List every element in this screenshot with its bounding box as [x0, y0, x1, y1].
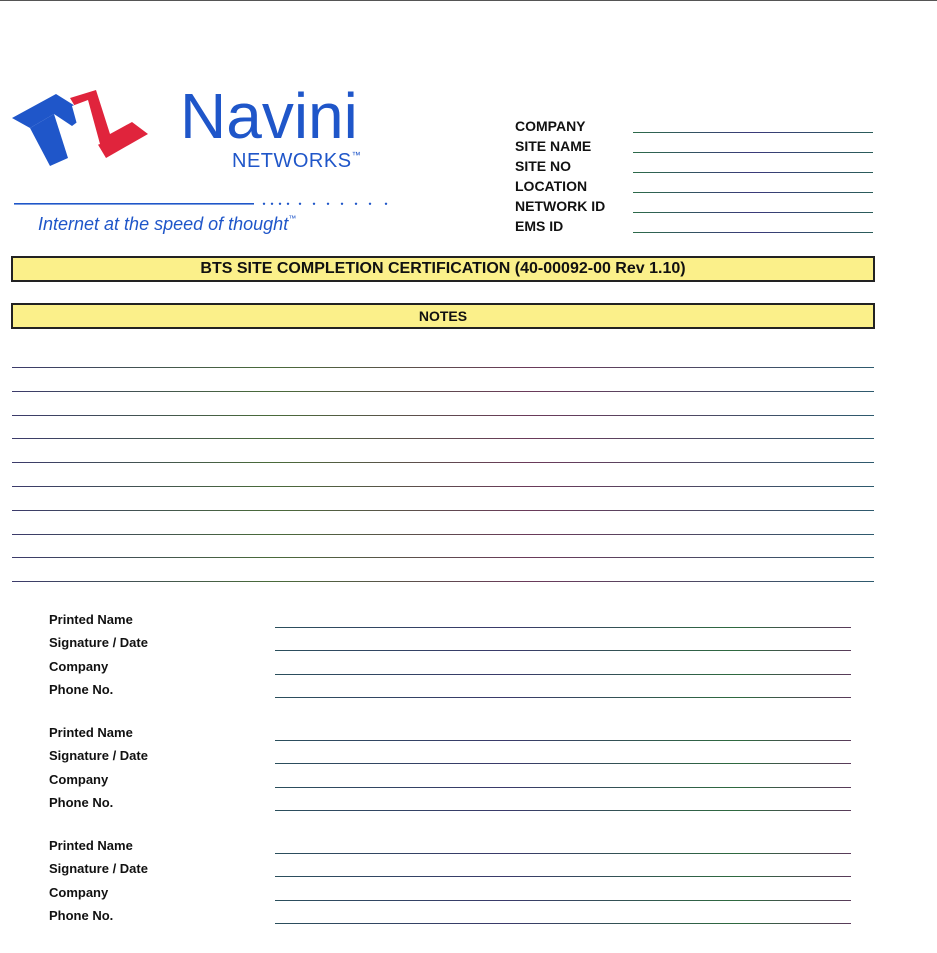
- field-line: [275, 853, 851, 854]
- field-label: Phone No.: [49, 907, 114, 923]
- navini-logo-icon: [10, 88, 150, 168]
- signature-block-1: [49, 609, 851, 702]
- note-line: [12, 510, 874, 511]
- field-label: Signature / Date: [49, 635, 148, 651]
- field-label: Signature / Date: [49, 748, 148, 764]
- field-line: [633, 172, 873, 173]
- field-label: LOCATION: [515, 178, 588, 194]
- field-line: [275, 810, 851, 811]
- field-line: [275, 763, 851, 764]
- signature-date-field[interactable]: [49, 745, 851, 768]
- signature-block-2: [49, 722, 851, 815]
- field-line: [633, 132, 873, 133]
- printed-name-field[interactable]: [49, 609, 851, 632]
- note-line: [12, 581, 874, 582]
- brand-name: Navini: [180, 80, 358, 152]
- network-id-field[interactable]: [515, 197, 873, 217]
- field-label: Printed Name: [49, 838, 133, 853]
- field-line: [275, 876, 851, 877]
- company-name-field[interactable]: [49, 769, 851, 792]
- ems-id-field[interactable]: [515, 217, 873, 237]
- field-label: NETWORK ID: [515, 198, 606, 214]
- printed-name-field[interactable]: [49, 835, 851, 858]
- note-line: [12, 486, 874, 487]
- field-line: [633, 192, 873, 193]
- certification-title-bar: BTS SITE COMPLETION CERTIFICATION (40-00092-00 Rev 1.10): [11, 256, 875, 282]
- phone-no-field[interactable]: [49, 792, 851, 815]
- note-line: [12, 367, 874, 368]
- company-field[interactable]: [515, 117, 873, 137]
- site-info-fields: [515, 117, 873, 237]
- signature-date-field[interactable]: [49, 632, 851, 655]
- field-line: [275, 900, 851, 901]
- phone-no-field[interactable]: [49, 679, 851, 702]
- notes-area[interactable]: [12, 367, 874, 605]
- field-label: EMS ID: [515, 218, 564, 234]
- field-label: SITE NO: [515, 158, 572, 174]
- note-line: [12, 534, 874, 535]
- field-label: Signature / Date: [49, 861, 148, 877]
- brand-tagline: Internet at the speed of thought™: [38, 214, 297, 234]
- field-label: Company: [49, 771, 109, 787]
- field-label: Printed Name: [49, 612, 133, 627]
- field-line: [275, 650, 851, 651]
- note-line: [12, 557, 874, 558]
- brand-subtitle: NETWORKS™: [232, 150, 362, 172]
- field-label: Company: [49, 658, 109, 674]
- field-label: Printed Name: [49, 725, 133, 740]
- site-no-field[interactable]: [515, 157, 873, 177]
- note-line: [12, 462, 874, 463]
- field-line: [633, 212, 873, 213]
- site-name-field[interactable]: [515, 137, 873, 157]
- note-line: [12, 391, 874, 392]
- field-line: [275, 923, 851, 924]
- field-line: [275, 787, 851, 788]
- location-field[interactable]: [515, 177, 873, 197]
- field-label: Phone No.: [49, 794, 114, 810]
- company-name-field[interactable]: [49, 882, 851, 905]
- field-line: [275, 674, 851, 675]
- note-line: [12, 415, 874, 416]
- notes-header-bar: NOTES: [11, 303, 875, 329]
- field-line: [275, 627, 851, 628]
- field-label: Company: [49, 884, 109, 900]
- field-line: [633, 232, 873, 233]
- note-line: [12, 438, 874, 439]
- field-line: [275, 740, 851, 741]
- field-label: SITE NAME: [515, 138, 592, 154]
- signature-date-field[interactable]: [49, 858, 851, 881]
- phone-no-field[interactable]: [49, 905, 851, 928]
- field-line: [633, 152, 873, 153]
- top-border: [0, 0, 937, 1]
- brand-divider: [14, 200, 394, 208]
- printed-name-field[interactable]: [49, 722, 851, 745]
- field-label: Phone No.: [49, 681, 114, 697]
- company-name-field[interactable]: [49, 656, 851, 679]
- field-line: [275, 697, 851, 698]
- signature-block-3: [49, 835, 851, 928]
- field-label: COMPANY: [515, 118, 586, 134]
